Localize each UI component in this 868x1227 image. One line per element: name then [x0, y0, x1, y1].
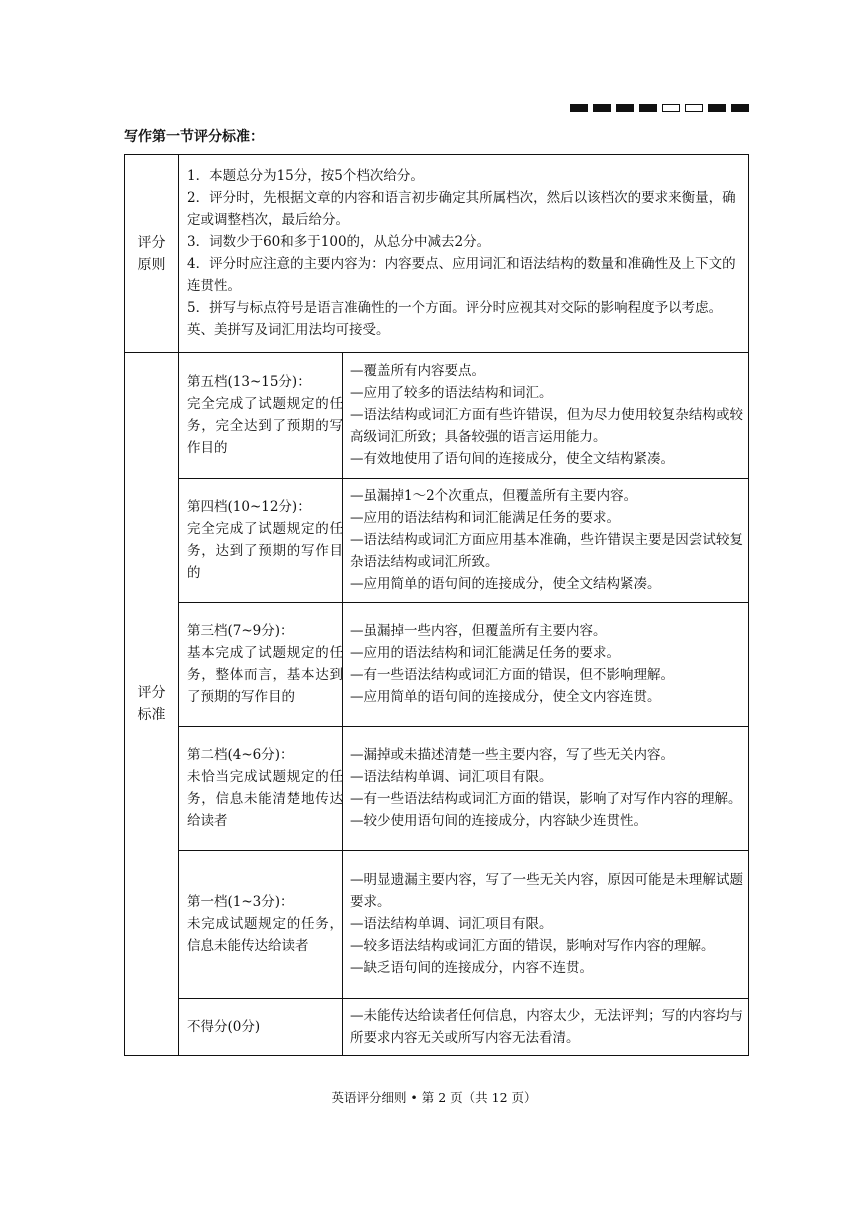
grade-3-label: [187, 602, 343, 726]
principle-item: 4．评分时应注意的主要内容为：内容要点、应用词汇和语法结构的数量和准确性及上下文的连贯性。: [187, 256, 736, 294]
grade-title: 第一档(1~3分)：: [187, 894, 294, 910]
grade-1-details: [350, 850, 743, 998]
grade-detail: —应用简单的语句间的连接成分，使全文结构紧凑。: [350, 576, 661, 592]
grade-detail: —覆盖所有内容要点。: [350, 363, 485, 379]
grade-3-details: [350, 602, 743, 726]
grade-detail: —应用了较多的语法结构和词汇。: [350, 385, 553, 401]
grade-4-label: [187, 478, 343, 602]
page-footer: 英语评分细则 • 第 2 页（共 12 页）: [331, 1090, 537, 1105]
grade-detail: —语法结构单调、词汇项目有限。: [350, 916, 553, 932]
grade-summary: 基本完成了试题规定的任务，整体而言，基本达到了预期的写作目的: [187, 645, 343, 705]
grade-5-details: [350, 352, 743, 478]
grade-detail: —有一些语法结构或词汇方面的错误，但不影响理解。: [350, 667, 674, 683]
grade-0-details: [350, 998, 743, 1055]
principle-item: 1．本题总分为15分，按5个档次给分。: [187, 168, 424, 184]
header-mark: [616, 104, 634, 112]
grade-detail: —明显遗漏主要内容，写了一些无关内容，原因可能是未理解试题要求。: [350, 872, 743, 910]
header-mark: [593, 104, 611, 112]
header-marks: [570, 104, 749, 112]
header-mark: [570, 104, 588, 112]
header-mark: [639, 104, 657, 112]
grade-detail: —虽漏掉一些内容，但覆盖所有主要内容。: [350, 623, 607, 639]
principle-item: 3．词数少于60和多于100的，从总分中减去2分。: [187, 234, 491, 250]
grade-detail: —应用的语法结构和词汇能满足任务的要求。: [350, 645, 620, 661]
table-divider: [178, 155, 179, 1055]
grade-summary: 完全完成了试题规定的任务，达到了预期的写作目的: [187, 521, 343, 581]
grade-detail: —虽漏掉1～2个次重点，但覆盖所有主要内容。: [350, 488, 638, 504]
grade-0-label: [187, 998, 343, 1055]
grade-detail: —缺乏语句间的连接成分，内容不连贯。: [350, 960, 593, 976]
grade-detail: —应用简单的语句间的连接成分，使全文内容连贯。: [350, 689, 661, 705]
grade-4-details: [350, 478, 743, 602]
header-mark: [685, 104, 703, 112]
grade-title: 第五档(13~15分)：: [187, 374, 311, 390]
grade-2-label: [187, 726, 343, 850]
standards-label: 评分标准: [137, 684, 166, 723]
grade-1-label: [187, 850, 343, 998]
grade-summary: 未恰当完成试题规定的任务，信息未能清楚地传达给读者: [187, 769, 343, 829]
grade-detail: —未能传达给读者任何信息，内容太少，无法评判；写的内容均与所要求内容无关或所写内容无法看清。: [350, 1007, 743, 1046]
header-mark: [662, 104, 680, 112]
section-heading: 写作第一节评分标准：: [124, 129, 264, 145]
grade-detail: —较多语法结构或词汇方面的错误，影响对写作内容的理解。: [350, 938, 715, 954]
header-mark: [731, 104, 749, 112]
grade-detail: —语法结构或词汇方面有些许错误，但为尽力使用较复杂结构或较高级词汇所致；具备较强的语言运用能力。: [350, 407, 743, 445]
grade-title: 第二档(4~6分)：: [187, 747, 294, 763]
header-mark: [708, 104, 726, 112]
grade-title: 不得分(0分): [187, 1018, 261, 1035]
principle-item: 2．评分时，先根据文章的内容和语言初步确定其所属档次，然后以该档次的要求来衡量，确定或调整档次，最后给分。: [187, 190, 736, 228]
principles-list: [187, 165, 745, 341]
principles-label: 评分原则: [137, 234, 166, 273]
grade-detail: —语法结构单调、词汇项目有限。: [350, 769, 553, 785]
grade-detail: —漏掉或未描述清楚一些主要内容，写了些无关内容。: [350, 747, 674, 763]
grade-detail: —有效地使用了语句间的连接成分，使全文结构紧凑。: [350, 451, 674, 467]
grade-summary: 完全完成了试题规定的任务，完全达到了预期的写作目的: [187, 396, 343, 456]
grade-title: 第四档(10~12分)：: [187, 499, 311, 515]
scoring-table: [124, 154, 749, 1056]
principle-item: 5．拼写与标点符号是语言准确性的一个方面。评分时应视其对交际的影响程度予以考虑。英、美拼写及词汇用法均可接受。: [187, 300, 723, 338]
grade-detail: —有一些语法结构或词汇方面的错误，影响了对写作内容的理解。: [350, 791, 742, 807]
grade-detail: —应用的语法结构和词汇能满足任务的要求。: [350, 510, 620, 526]
grade-title: 第三档(7~9分)：: [187, 623, 294, 639]
grade-detail: —语法结构或词汇方面应用基本准确，些许错误主要是因尝试较复杂语法结构或词汇所致。: [350, 532, 743, 570]
grade-5-label: [187, 352, 343, 478]
grade-2-details: [350, 726, 743, 850]
grade-summary: 未完成试题规定的任务，信息未能传达给读者: [187, 916, 343, 954]
grade-detail: —较少使用语句间的连接成分，内容缺少连贯性。: [350, 813, 647, 829]
